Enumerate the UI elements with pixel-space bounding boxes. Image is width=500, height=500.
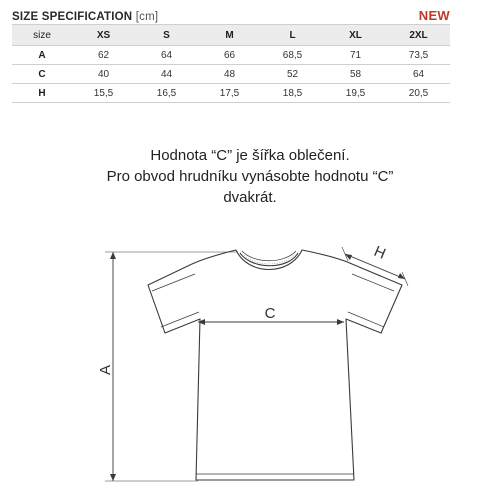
tshirt-outline-icon (148, 250, 402, 480)
table-cell: 66 (198, 46, 261, 65)
row-label: C (12, 65, 72, 84)
table-cell: 44 (135, 65, 198, 84)
row-label: H (12, 84, 72, 103)
table-cell: 18,5 (261, 84, 324, 103)
spec-unit: [cm] (135, 11, 159, 23)
table-cell: 17,5 (198, 84, 261, 103)
table-cell: 15,5 (72, 84, 135, 103)
note-line: Hodnota “C” je šířka oblečení. (150, 147, 350, 164)
measure-h-label: H (371, 242, 389, 263)
table-cell: 16,5 (135, 84, 198, 103)
new-badge: NEW (418, 8, 450, 23)
table-cell: 52 (261, 65, 324, 84)
table-cell: 58 (324, 65, 387, 84)
table-cell: 40 (72, 65, 135, 84)
column-header: L (261, 25, 324, 46)
column-header: XL (324, 25, 387, 46)
table-cell: 48 (198, 65, 261, 84)
measure-a-label: A (97, 364, 114, 376)
table-cell: 73,5 (387, 46, 450, 65)
column-header: size (12, 25, 72, 46)
note-line: Pro obvod hrudníku vynásobte hodnotu “C” (106, 168, 394, 185)
table-cell: 71 (324, 46, 387, 65)
table-cell: 20,5 (387, 84, 450, 103)
row-label: A (12, 46, 72, 65)
arrow-up-icon (110, 252, 116, 259)
table-cell: 19,5 (324, 84, 387, 103)
table-cell: 68,5 (261, 46, 324, 65)
measure-c-label: C (264, 305, 276, 322)
left-sleeve-hem (152, 274, 199, 327)
arrow-right-icon (337, 319, 344, 325)
measurement-lines (105, 247, 408, 481)
table-cell: 64 (135, 46, 198, 65)
arrow-down-icon (110, 474, 116, 481)
column-header: 2XL (387, 25, 450, 46)
column-header: S (135, 25, 198, 46)
spec-title-text: SIZE SPECIFICATION (12, 11, 133, 23)
table-cell: 62 (72, 46, 135, 65)
column-header: XS (72, 25, 135, 46)
table-cell: 64 (387, 65, 450, 84)
note-line: dvakrát. (223, 189, 277, 206)
column-header: M (198, 25, 261, 46)
